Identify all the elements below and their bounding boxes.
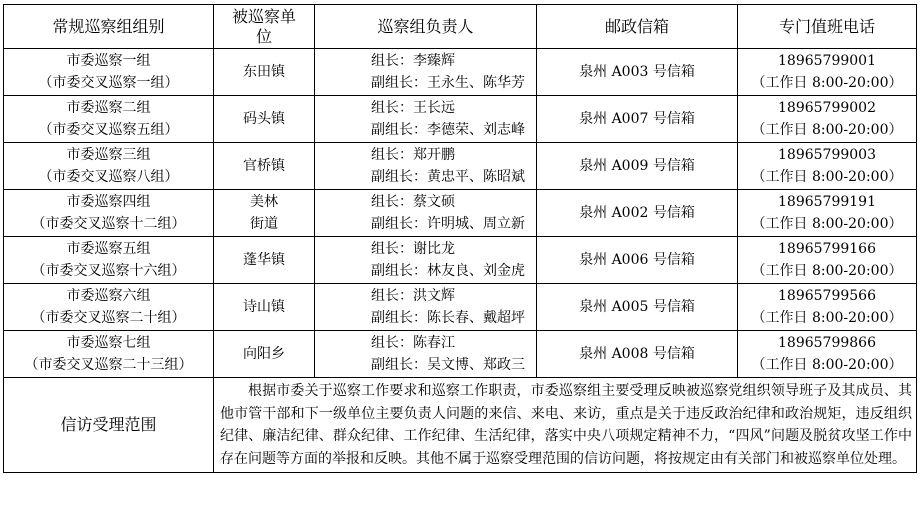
header-row	[4, 5, 917, 49]
unit-name: 东田镇	[243, 64, 285, 80]
team-leader: 组长：李臻辉	[371, 53, 455, 69]
unit-name: 美林	[250, 194, 278, 210]
leader-cell	[315, 237, 537, 284]
cross-group-name: （市委交叉巡察十六组）	[31, 263, 186, 279]
mailbox-cell	[537, 96, 738, 143]
table-row	[4, 96, 917, 143]
duty-phone: 18965799002	[778, 100, 876, 116]
deputy-leaders: 副组长：李德荣、刘志峰	[371, 122, 525, 138]
unit-cell	[214, 237, 315, 284]
group-name: 市委巡察六组	[66, 288, 151, 304]
scope-text: 根据市委关于巡察工作要求和巡察工作职责，市委巡察组主要受理反映被巡察党组织领导班子及其成员、其他市管干部和下一级单位主要负责人问题的来信、来电、来访，重点是关于违反政治纪律和政治规矩，违反组织纪律、廉洁纪律、群众纪律、工作纪律、生活纪律，落实中央八项规定精神不力，“四风”问题及脱贫攻坚工作中存在问题等方面的举报和反映。其他不属于巡察受理范围的信访问题，将按规定由有关部门和被巡察单位处理。	[214, 378, 917, 473]
mailbox-cell	[537, 49, 738, 96]
phone-cell	[738, 190, 917, 237]
group-name: 市委巡察一组	[66, 53, 151, 69]
unit-name: 码头镇	[243, 111, 285, 127]
phone-cell	[738, 237, 917, 284]
group-name: 市委巡察五组	[66, 241, 151, 257]
mailbox-cell	[537, 190, 738, 237]
duty-phone: 18965799566	[778, 288, 876, 304]
mailbox-cell	[537, 331, 738, 378]
deputy-leaders: 副组长：黄忠平、陈昭斌	[371, 169, 525, 185]
group-cell	[4, 331, 214, 378]
mailbox-cell	[537, 143, 738, 190]
deputy-leaders: 副组长：王永生、陈华芳	[371, 75, 525, 91]
deputy-leaders: 副组长：许明城、周立新	[371, 216, 525, 232]
leader-cell	[315, 49, 537, 96]
scope-row	[4, 378, 917, 473]
duty-phone: 18965799003	[778, 147, 876, 163]
deputy-leaders: 副组长：陈长春、戴超坪	[371, 310, 525, 326]
table-body	[4, 49, 917, 473]
mailbox: 泉州 A003 号信箱	[579, 64, 695, 80]
phone-cell	[738, 96, 917, 143]
cross-group-name: （市委交叉巡察八组）	[38, 169, 179, 185]
cross-group-name: （市委交叉巡察一组）	[38, 75, 179, 91]
duty-phone: 18965799001	[778, 53, 876, 69]
header-unit: 被巡察单位	[214, 5, 315, 49]
mailbox: 泉州 A002 号信箱	[579, 205, 695, 221]
leader-cell	[315, 143, 537, 190]
team-leader: 组长：陈春江	[371, 335, 455, 351]
unit-cell	[214, 331, 315, 378]
duty-hours: （工作日 8:00-20:00）	[751, 357, 903, 373]
leader-cell	[315, 284, 537, 331]
mailbox: 泉州 A006 号信箱	[579, 252, 695, 268]
duty-hours: （工作日 8:00-20:00）	[751, 310, 903, 326]
mailbox-cell	[537, 284, 738, 331]
group-cell	[4, 96, 214, 143]
unit-cell	[214, 96, 315, 143]
duty-phone: 18965799191	[778, 194, 876, 210]
unit-cell	[214, 143, 315, 190]
header-mailbox: 邮政信箱	[537, 5, 738, 49]
team-leader: 组长：蔡文硕	[371, 194, 455, 210]
group-name: 市委巡察三组	[66, 147, 151, 163]
duty-hours: （工作日 8:00-20:00）	[751, 169, 903, 185]
header-phone: 专门值班电话	[738, 5, 917, 49]
header-leader: 巡察组负责人	[315, 5, 537, 49]
deputy-leaders: 副组长：吴文博、郑政三	[371, 357, 525, 373]
mailbox: 泉州 A005 号信箱	[579, 299, 695, 315]
duty-phone: 18965799166	[778, 241, 876, 257]
phone-cell	[738, 331, 917, 378]
duty-hours: （工作日 8:00-20:00）	[751, 216, 903, 232]
unit-name: 街道	[250, 216, 278, 232]
mailbox: 泉州 A008 号信箱	[579, 346, 695, 362]
duty-hours: （工作日 8:00-20:00）	[751, 122, 903, 138]
group-cell	[4, 190, 214, 237]
leader-cell	[315, 96, 537, 143]
unit-name: 蓬华镇	[243, 252, 285, 268]
group-cell	[4, 143, 214, 190]
duty-hours: （工作日 8:00-20:00）	[751, 263, 903, 279]
group-name: 市委巡察七组	[66, 335, 151, 351]
phone-cell	[738, 284, 917, 331]
unit-name: 官桥镇	[243, 158, 285, 174]
group-cell	[4, 284, 214, 331]
group-cell	[4, 237, 214, 284]
duty-hours: （工作日 8:00-20:00）	[751, 75, 903, 91]
unit-cell	[214, 49, 315, 96]
unit-name: 诗山镇	[243, 299, 285, 315]
cross-group-name: （市委交叉巡察五组）	[38, 122, 179, 138]
duty-phone: 18965799866	[778, 335, 876, 351]
group-name: 市委巡察四组	[66, 194, 151, 210]
mailbox: 泉州 A007 号信箱	[579, 111, 695, 127]
team-leader: 组长：谢比龙	[371, 241, 455, 257]
table-row	[4, 284, 917, 331]
mailbox-cell	[537, 237, 738, 284]
leader-cell	[315, 190, 537, 237]
team-leader: 组长：郑开鹏	[371, 147, 455, 163]
unit-name: 向阳乡	[243, 346, 285, 362]
deputy-leaders: 副组长：林友良、刘金虎	[371, 263, 525, 279]
scope-label: 信访受理范围	[4, 378, 214, 473]
group-name: 市委巡察二组	[66, 100, 151, 116]
phone-cell	[738, 143, 917, 190]
mailbox: 泉州 A009 号信箱	[579, 158, 695, 174]
leader-cell	[315, 331, 537, 378]
unit-cell	[214, 190, 315, 237]
table-row	[4, 190, 917, 237]
table-row	[4, 237, 917, 284]
header-group: 常规巡察组组别	[4, 5, 214, 49]
inspection-table	[3, 4, 917, 473]
group-cell	[4, 49, 214, 96]
cross-group-name: （市委交叉巡察二十组）	[31, 310, 186, 326]
cross-group-name: （市委交叉巡察十二组）	[31, 216, 186, 232]
team-leader: 组长：王长远	[371, 100, 455, 116]
table-row	[4, 143, 917, 190]
phone-cell	[738, 49, 917, 96]
table-row	[4, 331, 917, 378]
table-row	[4, 49, 917, 96]
team-leader: 组长：洪文辉	[371, 288, 455, 304]
cross-group-name: （市委交叉巡察二十三组）	[24, 357, 193, 373]
unit-cell	[214, 284, 315, 331]
